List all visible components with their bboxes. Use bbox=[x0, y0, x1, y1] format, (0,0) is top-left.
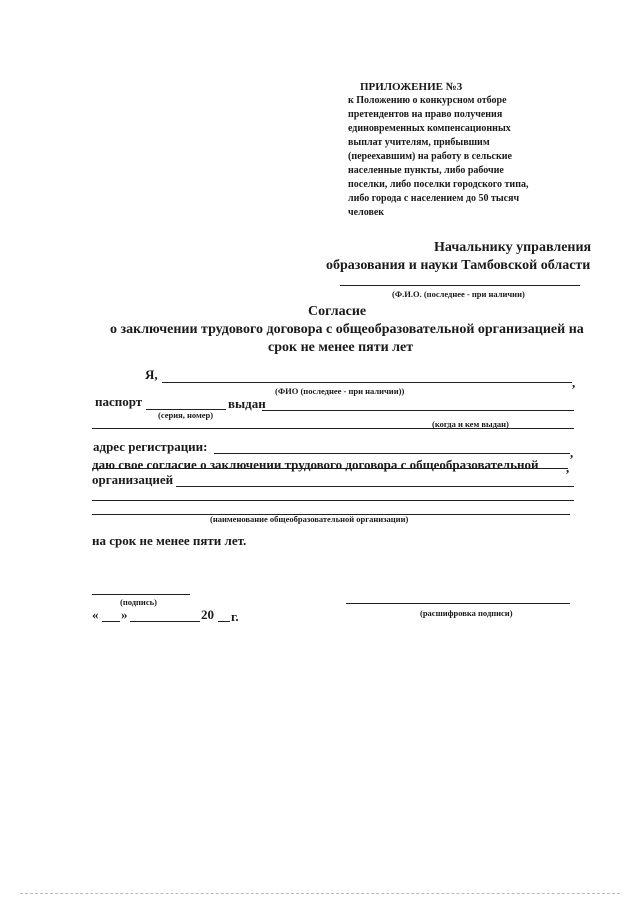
label-passport: паспорт bbox=[95, 394, 143, 409]
date-year-prefix: 20 bbox=[201, 607, 214, 622]
date-year-line[interactable] bbox=[218, 621, 230, 622]
signature-caption: (подпись) bbox=[120, 597, 157, 607]
date-day-line[interactable] bbox=[102, 621, 120, 622]
consent-text: даю свое согласие о заключении трудового договора с общеобразовательной bbox=[92, 457, 539, 472]
comma: , bbox=[570, 445, 574, 460]
title-line3: срок не менее пяти лет bbox=[268, 340, 414, 355]
appendix-line: единовременных компенсационных bbox=[348, 123, 511, 134]
comma: , bbox=[572, 375, 576, 390]
term-text: на срок не менее пяти лет. bbox=[92, 533, 247, 548]
decode-signature-line[interactable] bbox=[346, 603, 570, 604]
appendix-line: выплат учителям, прибывшим bbox=[348, 137, 490, 148]
comma: , bbox=[566, 460, 570, 475]
date-quote-open: « bbox=[92, 607, 99, 622]
appendix-line: поселки, либо поселки городского типа, bbox=[348, 179, 529, 190]
date-quote-close: » bbox=[121, 607, 128, 622]
issued-by-line[interactable] bbox=[262, 410, 574, 411]
organization-line-2[interactable] bbox=[92, 500, 574, 501]
addressee-line1: Начальнику управления bbox=[434, 240, 592, 255]
issued-caption: (когда и кем выдан) bbox=[432, 419, 509, 429]
appendix-line: претендентов на право получения bbox=[348, 109, 503, 120]
addressee-line2: образования и науки Тамбовской области bbox=[326, 258, 591, 273]
series-caption: (серия, номер) bbox=[158, 410, 214, 420]
organization-line[interactable] bbox=[176, 486, 574, 487]
appendix-line: (переехавшим) на работу в сельские bbox=[348, 151, 512, 162]
title-consent: Согласие bbox=[308, 304, 367, 319]
appendix-line: либо города с населением до 50 тысяч bbox=[348, 193, 520, 204]
title-line2: о заключении трудового договора с общеобразовательной организацией на bbox=[110, 322, 584, 337]
scan-edge bbox=[20, 893, 620, 894]
appendix-line: к Положению о конкурсном отборе bbox=[348, 95, 507, 106]
address-line[interactable] bbox=[214, 453, 570, 454]
date-year-suffix: г. bbox=[231, 609, 239, 624]
fio-caption: (ФИО (последнее - при наличии)) bbox=[275, 386, 405, 396]
date-month-line[interactable] bbox=[130, 621, 200, 622]
organization-caption: (наименование общеобразовательной организации) bbox=[210, 514, 409, 524]
decode-caption: (расшифровка подписи) bbox=[420, 608, 513, 618]
label-address: адрес регистрации: bbox=[93, 439, 208, 454]
signature-line[interactable] bbox=[92, 594, 190, 595]
appendix-line: населенные пункты, либо рабочие bbox=[348, 165, 504, 176]
fio-input-line[interactable] bbox=[162, 382, 572, 383]
appendix-block bbox=[348, 80, 588, 220]
label-ya: Я, bbox=[145, 367, 158, 382]
label-issued: выдан bbox=[228, 396, 266, 411]
label-organization: организацией bbox=[92, 472, 174, 487]
appendix-heading: ПРИЛОЖЕНИЕ №3 bbox=[360, 81, 463, 93]
appendix-line: человек bbox=[348, 207, 385, 218]
addressee-fio-line[interactable] bbox=[340, 285, 580, 286]
addressee-fio-caption: (Ф.И.О. (последнее - при наличии) bbox=[392, 289, 525, 299]
